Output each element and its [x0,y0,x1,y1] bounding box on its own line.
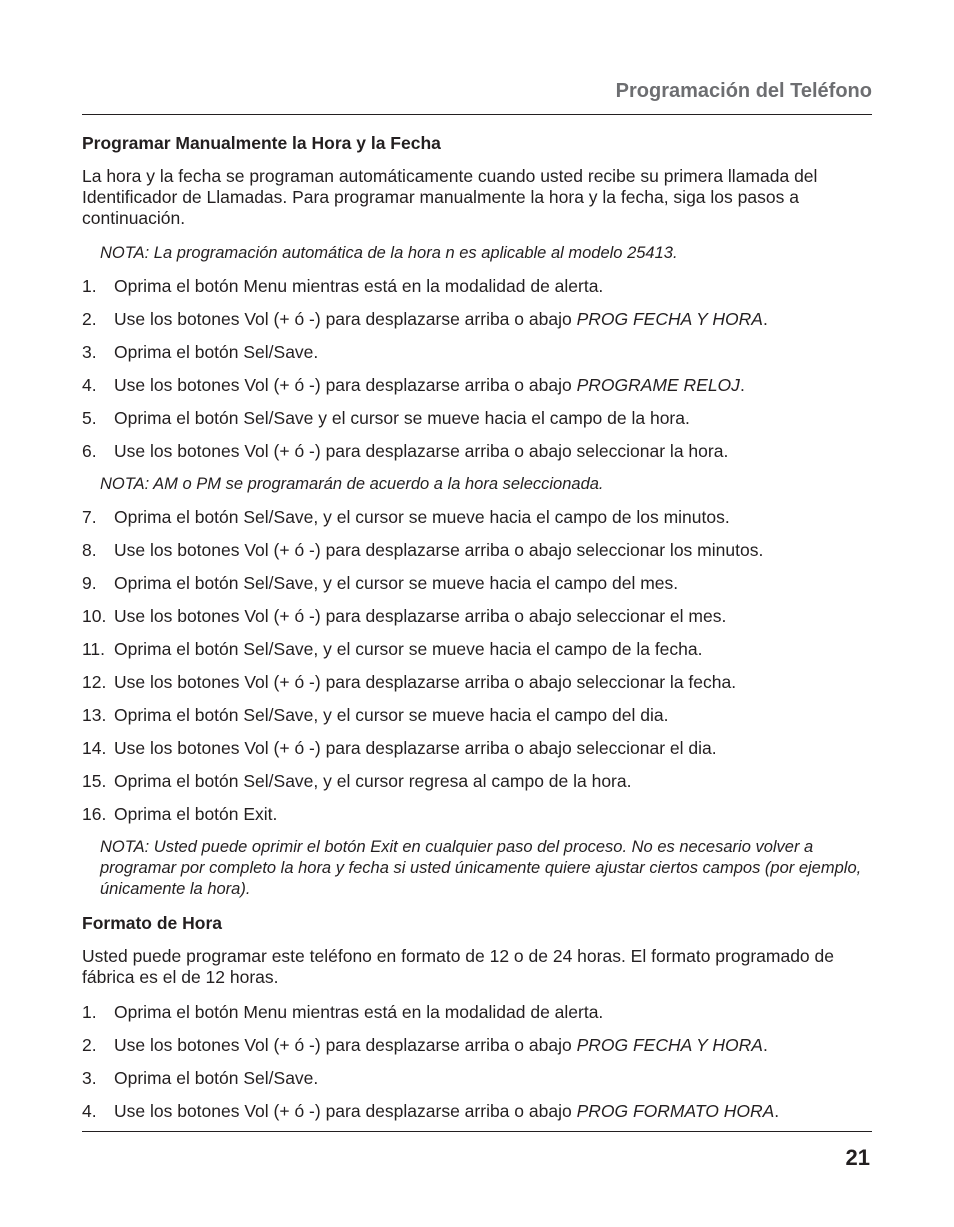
list-item [82,441,872,462]
step-tail: . [774,1101,780,1121]
step-text: Oprima el botón Sel/Save, y el cursor se mueve hacia el campo de los minutos. [114,507,730,527]
step-number: 3. [82,1068,97,1088]
step-number: 5. [82,408,97,428]
step-number: 15. [82,771,107,791]
step-number: 4. [82,1101,97,1121]
list-item [82,606,872,627]
menu-option-text: PROG FECHA Y HORA [576,309,763,329]
step-text: Use los botones Vol (+ ó -) para desplazarse arriba o abajo seleccionar el mes. [114,606,727,626]
menu-option-text: PROGRAME RELOJ [576,375,740,395]
step-text: Oprima el botón Sel/Save. [114,342,319,362]
list-item [82,540,872,561]
step-number: 11. [82,639,106,659]
step-number: 1. [82,1002,97,1022]
step-text: Oprima el botón Sel/Save, y el cursor regresa al campo de la hora. [114,771,632,791]
list-item [82,573,872,594]
note-auto-time: NOTA: La programación automática de la hora n es aplicable al modelo 25413. [100,244,678,262]
section-intro: La hora y la fecha se programan automáticamente cuando usted recibe su primera llamada del Identificador de Llamadas. Para programar manualmente la hora y la fecha, siga los pasos a continuación. [82,166,818,228]
step-tail: . [762,1035,768,1055]
step-text: Oprima el botón Sel/Save, y el cursor se mueve hacia el campo del mes. [114,573,679,593]
list-item [82,705,872,726]
note-exit: NOTA: Usted puede oprimir el botón Exit en cualquier paso del proceso. No es necesario volver a programar por completo la hora y fecha si usted únicamente quiere ajustar ciertos campos (por ejemplo, únicamente la hora). [100,838,862,898]
list-item [82,342,872,363]
step-number: 4. [82,375,97,395]
step-text: Oprima el botón Sel/Save, y el cursor se mueve hacia el campo de la fecha. [114,639,703,659]
section-heading-time-format: Formato de Hora [82,913,223,933]
steps-list-format [82,1002,872,1122]
list-item [82,738,872,759]
list-item [82,375,872,396]
step-tail: . [739,375,745,395]
list-item [82,408,872,429]
step-text: Use los botones Vol (+ ó -) para desplazarse arriba o abajo seleccionar los minutos. [114,540,764,560]
step-number: 2. [82,309,97,329]
header-rule [82,114,872,115]
step-text: Use los botones Vol (+ ó -) para desplazarse arriba o abajo [114,1101,577,1121]
step-text: Oprima el botón Menu mientras está en la modalidad de alerta. [114,1002,604,1022]
step-number: 6. [82,441,97,461]
menu-option-text: PROG FECHA Y HORA [576,1035,763,1055]
list-item [82,1035,872,1056]
step-tail: . [762,309,768,329]
list-item [82,507,872,528]
step-number: 13. [82,705,107,725]
menu-option-text: PROG FORMATO HORA [576,1101,775,1121]
note-am-pm: NOTA: AM o PM se programarán de acuerdo a la hora seleccionada. [100,475,604,493]
step-text: Use los botones Vol (+ ó -) para desplazarse arriba o abajo seleccionar la fecha. [114,672,737,692]
list-item [82,771,872,792]
step-number: 10. [82,606,107,626]
section-heading-manual-time: Programar Manualmente la Hora y la Fecha [82,133,441,153]
steps-list-b [82,507,872,825]
step-text: Use los botones Vol (+ ó -) para desplazarse arriba o abajo [114,309,577,329]
list-item [82,309,872,330]
page-content [82,132,872,1134]
list-item [82,1068,872,1089]
step-number: 8. [82,540,97,560]
step-number: 12. [82,672,107,692]
list-item [82,1101,872,1122]
list-item [82,804,872,825]
list-item [82,1002,872,1023]
step-number: 9. [82,573,97,593]
step-text: Oprima el botón Sel/Save, y el cursor se mueve hacia el campo del dia. [114,705,669,725]
list-item [82,276,872,297]
step-text: Use los botones Vol (+ ó -) para desplazarse arriba o abajo [114,375,577,395]
page-header-title: Programación del Teléfono [615,80,872,102]
step-text: Oprima el botón Exit. [114,804,278,824]
step-number: 2. [82,1035,97,1055]
footer-rule [82,1131,872,1132]
step-text: Oprima el botón Sel/Save. [114,1068,319,1088]
step-text: Oprima el botón Sel/Save y el cursor se mueve hacia el campo de la hora. [114,408,690,428]
step-number: 1. [82,276,97,296]
section-intro: Usted puede programar este teléfono en formato de 12 o de 24 horas. El formato programado de fábrica es el de 12 horas. [82,946,834,987]
step-text: Use los botones Vol (+ ó -) para desplazarse arriba o abajo seleccionar la hora. [114,441,729,461]
step-number: 3. [82,342,97,362]
list-item [82,639,872,660]
step-number: 7. [82,507,97,527]
page-number: 21 [845,1145,870,1170]
step-text: Oprima el botón Menu mientras está en la modalidad de alerta. [114,276,604,296]
step-number: 14. [82,738,107,758]
step-text: Use los botones Vol (+ ó -) para desplazarse arriba o abajo seleccionar el dia. [114,738,717,758]
steps-list-a [82,276,872,462]
list-item [82,672,872,693]
step-number: 16. [82,804,107,824]
step-text: Use los botones Vol (+ ó -) para desplazarse arriba o abajo [114,1035,577,1055]
